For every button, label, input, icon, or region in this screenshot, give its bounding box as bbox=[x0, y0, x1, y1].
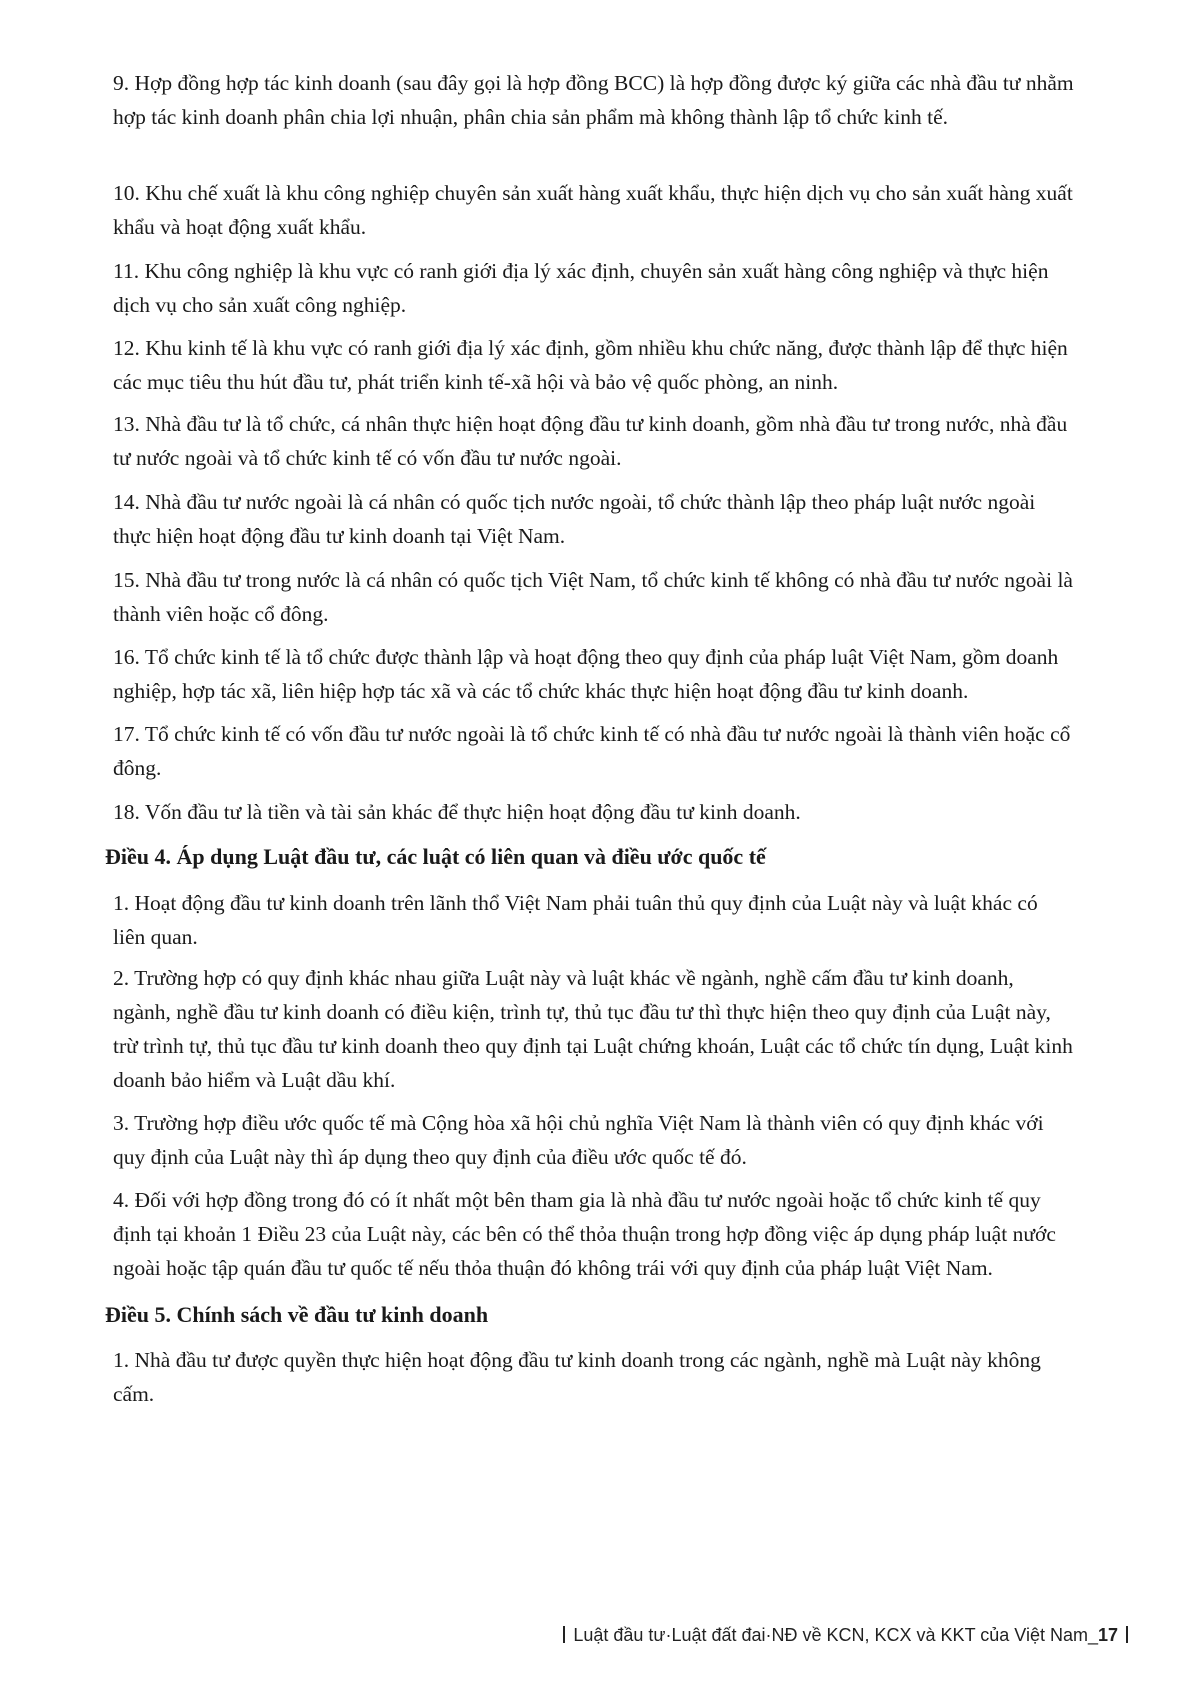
definition-12 bbox=[113, 331, 1075, 399]
definition-number: 14. bbox=[113, 490, 140, 514]
definition-text: Khu chế xuất là khu công nghiệp chuyên sản xuất hàng xuất khẩu, thực hiện dịch vụ cho sản xuất hàng xuất khẩu và hoạt động xuất khẩu. bbox=[113, 181, 1073, 239]
definition-number: 10. bbox=[113, 181, 140, 205]
clause-text: Trường hợp điều ước quốc tế mà Cộng hòa xã hội chủ nghĩa Việt Nam là thành viên có quy định khác với quy định của Luật này thì áp dụng theo quy định của điều ước quốc tế đó. bbox=[113, 1111, 1044, 1169]
page-footer bbox=[563, 1623, 1128, 1647]
definition-number: 15. bbox=[113, 568, 140, 592]
clause-number: 1. bbox=[113, 891, 130, 915]
clause-text: Đối với hợp đồng trong đó có ít nhất một bên tham gia là nhà đầu tư nước ngoài hoặc tổ chức kinh tế quy định tại khoản 1 Điều 23 của Luật này, các bên có thể thỏa thuận trong hợp đồng việc áp dụng pháp luật nước ngoài hoặc tập quán đầu tư quốc tế nếu thỏa thuận đó không trái với quy định của pháp luật Việt Nam. bbox=[113, 1188, 1056, 1280]
definition-text: Vốn đầu tư là tiền và tài sản khác để thực hiện hoạt động đầu tư kinh doanh. bbox=[144, 800, 801, 824]
clause-number: 4. bbox=[113, 1188, 130, 1212]
definition-13 bbox=[113, 407, 1075, 475]
definition-number: 13. bbox=[113, 412, 140, 436]
definition-14 bbox=[113, 485, 1075, 553]
clause-number: 1. bbox=[113, 1348, 130, 1372]
definition-9 bbox=[113, 66, 1075, 134]
definition-text: Nhà đầu tư trong nước là cá nhân có quốc tịch Việt Nam, tổ chức kinh tế không có nhà đầu tư nước ngoài là thành viên hoặc cổ đông. bbox=[113, 568, 1073, 626]
article-4-clause-2 bbox=[113, 961, 1075, 1097]
definition-18 bbox=[113, 795, 1075, 829]
definition-number: 16. bbox=[113, 645, 140, 669]
page-number: 17 bbox=[1097, 1625, 1118, 1645]
footer-divider bbox=[1126, 1626, 1128, 1643]
article-4-heading: Điều 4. Áp dụng Luật đầu tư, các luật có liên quan và điều ước quốc tế bbox=[105, 844, 766, 869]
clause-number: 2. bbox=[113, 966, 130, 990]
clause-text: Nhà đầu tư được quyền thực hiện hoạt động đầu tư kinh doanh trong các ngành, nghề mà Luật này không cấm. bbox=[113, 1348, 1041, 1406]
clause-number: 3. bbox=[113, 1111, 130, 1135]
definition-text: Khu kinh tế là khu vực có ranh giới địa lý xác định, gồm nhiều khu chức năng, được thành lập để thực hiện các mục tiêu thu hút đầu tư, phát triển kinh tế-xã hội và bảo vệ quốc phòng, an ninh. bbox=[113, 336, 1068, 394]
definition-number: 12. bbox=[113, 336, 140, 360]
definition-number: 11. bbox=[113, 259, 140, 283]
footer-divider bbox=[563, 1626, 565, 1643]
definition-text: Tổ chức kinh tế có vốn đầu tư nước ngoài là tổ chức kinh tế có nhà đầu tư nước ngoài là thành viên hoặc cổ đông. bbox=[113, 722, 1071, 780]
definition-text: Nhà đầu tư là tổ chức, cá nhân thực hiện hoạt động đầu tư kinh doanh, gồm nhà đầu tư trong nước, nhà đầu tư nước ngoài và tổ chức kinh tế có vốn đầu tư nước ngoài. bbox=[113, 412, 1068, 470]
article-4-clause-3 bbox=[113, 1106, 1075, 1174]
article-5-clause-1 bbox=[113, 1343, 1075, 1411]
clause-text: Hoạt động đầu tư kinh doanh trên lãnh thổ Việt Nam phải tuân thủ quy định của Luật này và luật khác có liên quan. bbox=[113, 891, 1038, 949]
definition-number: 9. bbox=[113, 71, 130, 95]
definition-number: 18. bbox=[113, 800, 140, 824]
article-4-clause-1 bbox=[113, 886, 1075, 954]
definition-15 bbox=[113, 563, 1075, 631]
definition-10 bbox=[113, 176, 1075, 244]
definition-number: 17. bbox=[113, 722, 140, 746]
definition-text: Hợp đồng hợp tác kinh doanh (sau đây gọi là hợp đồng BCC) là hợp đồng được ký giữa các nhà đầu tư nhằm hợp tác kinh doanh phân chia lợi nhuận, phân chia sản phẩm mà không thành lập tổ chức kinh tế. bbox=[113, 71, 1074, 129]
article-4-clause-4 bbox=[113, 1183, 1075, 1285]
article-5-heading: Điều 5. Chính sách về đầu tư kinh doanh bbox=[105, 1302, 489, 1327]
definition-text: Khu công nghiệp là khu vực có ranh giới địa lý xác định, chuyên sản xuất hàng công nghiệp và thực hiện dịch vụ cho sản xuất công nghiệp. bbox=[113, 259, 1049, 317]
definition-text: Nhà đầu tư nước ngoài là cá nhân có quốc tịch nước ngoài, tổ chức thành lập theo pháp luật nước ngoài thực hiện hoạt động đầu tư kinh doanh tại Việt Nam. bbox=[113, 490, 1036, 548]
definition-text: Tổ chức kinh tế là tổ chức được thành lập và hoạt động theo quy định của pháp luật Việt Nam, gồm doanh nghiệp, hợp tác xã, liên hiệp hợp tác xã và các tổ chức khác thực hiện hoạt động đầu tư kinh doanh. bbox=[113, 645, 1059, 703]
footer-title: Luật đầu tư·Luật đất đai·NĐ về KCN, KCX và KKT của Việt Nam_ bbox=[573, 1625, 1098, 1645]
definition-11 bbox=[113, 254, 1075, 322]
clause-text: Trường hợp có quy định khác nhau giữa Luật này và luật khác về ngành, nghề cấm đầu tư kinh doanh, ngành, nghề đầu tư kinh doanh có điều kiện, trình tự, thủ tục đầu tư thì thực hiện theo quy định của Luật này, trừ trình tự, thủ tục đầu tư kinh doanh theo quy định tại Luật chứng khoán, Luật các tổ chức tín dụng, Luật kinh doanh bảo hiểm và Luật dầu khí. bbox=[113, 966, 1073, 1092]
definition-17 bbox=[113, 717, 1075, 785]
definition-16 bbox=[113, 640, 1075, 708]
